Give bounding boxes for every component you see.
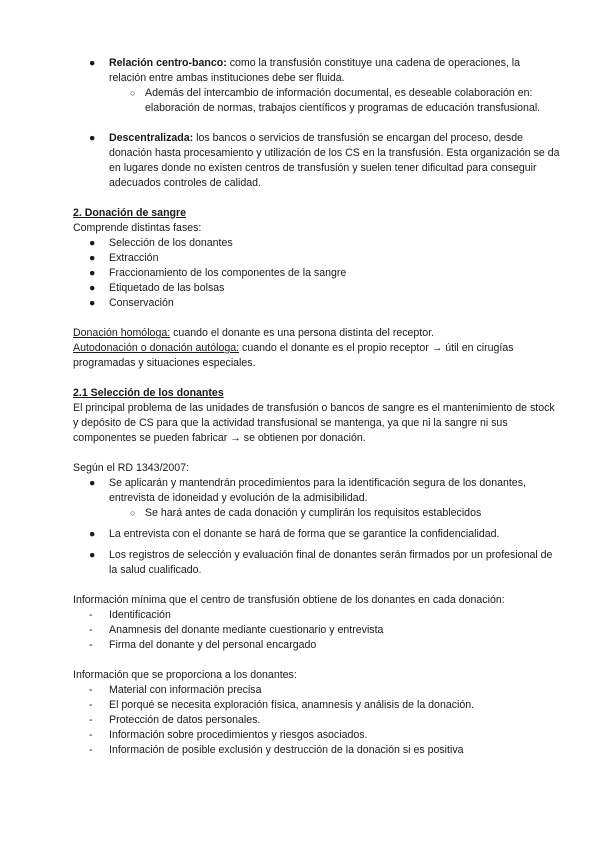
list-item: ● Los registros de selección y evaluación final de donantes serán firmados por un profesional de la salud cualificado.	[89, 549, 553, 576]
bullet-dash: -	[89, 714, 93, 726]
list-item: ● Fraccionamiento de los componentes de la sangre	[89, 267, 347, 279]
sub-bullet-intercambio	[73, 86, 560, 116]
list-item: ● Extracción	[89, 252, 159, 264]
list-item: - Firma del donante y del personal encargado	[89, 639, 317, 651]
info-minima-intro: Información mínima que el centro de transfusión obtiene de los donantes en cada donación:	[73, 594, 505, 606]
bullet-descentralizada	[73, 131, 560, 191]
phases-intro: Comprende distintas fases:	[73, 222, 202, 234]
term-descentralizada: Descentralizada:	[109, 132, 194, 144]
list-item: - El porqué se necesita exploración física, anamnesis y análisis de la donación.	[89, 699, 475, 711]
list-item: - Identificación	[89, 609, 171, 621]
bullet-text: los bancos o servicios de transfusión se encargan del proceso, desde donación hasta procesamiento y utilización de los CS en la transfusión. Esta organización se da en lugares donde no existen centros de transfusión y suelen tener dificultad para conseguir adecuados controles de calidad.	[109, 132, 560, 189]
paragraph-problema-stock: El principal problema de las unidades de transfusión o bancos de sangre es el mantenimiento de stock y depósito de CS para que la actividad transfusional se mantenga, ya que ni la sangre ni sus componentes se pueden fabricar → se obtienen por donación.	[73, 402, 555, 444]
bullet-circle: ○	[130, 508, 136, 518]
bullet-dash: -	[89, 624, 93, 636]
list-item: - Información de posible exclusión y destrucción de la donación si es positiva	[89, 744, 464, 756]
bullet-dash: -	[89, 729, 93, 741]
heading-seleccion-donantes: 2.1 Selección de los donantes	[73, 387, 224, 399]
list-item: - Material con información precisa	[89, 684, 262, 696]
bullet-dash: -	[89, 684, 93, 696]
list-item: ● Selección de los donantes	[89, 237, 233, 249]
list-item: - Información sobre procedimientos y riesgos asociados.	[89, 729, 368, 741]
definition-donacion-homologa: Donación homóloga: cuando el donante es una persona distinta del receptor.	[73, 327, 435, 339]
bullet-dash: -	[89, 609, 93, 621]
bullet-dot: ●	[89, 297, 96, 309]
bullet-dot: ●	[89, 477, 96, 489]
list-item: ● Conservación	[89, 297, 174, 309]
bullet-dot: ●	[89, 132, 96, 144]
bullet-dot: ●	[89, 267, 96, 279]
list-item: ● La entrevista con el donante se hará de forma que se garantice la confidencialidad.	[89, 528, 500, 540]
bullet-text: como la transfusión constituye una cadena de operaciones, la relación entre ambas instituciones debe ser fluida.	[109, 57, 521, 84]
rd-intro: Según el RD 1343/2007:	[73, 462, 190, 474]
bullet-dot: ●	[89, 282, 96, 294]
bullet-dot: ●	[89, 549, 96, 561]
list-item: - Anamnesis del donante mediante cuestionario y entrevista	[89, 624, 384, 636]
term-relacion-centro-banco: Relación centro-banco:	[109, 57, 227, 69]
bullet-dash: -	[89, 639, 93, 651]
term-autodonacion: Autodonación o donación autóloga:	[73, 342, 240, 354]
term-donacion-homologa: Donación homóloga:	[73, 327, 171, 339]
bullet-relacion-centro-banco	[73, 56, 560, 86]
list-item: ● Etiquetado de las bolsas	[89, 282, 225, 294]
list-item: - Protección de datos personales.	[89, 714, 261, 726]
bullet-dot: ●	[89, 252, 96, 264]
bullet-dash: -	[89, 744, 93, 756]
info-proporcionada-intro: Información que se proporciona a los donantes:	[73, 669, 297, 681]
bullet-dot: ●	[89, 528, 96, 540]
bullet-dot: ●	[89, 57, 96, 69]
list-item: ● Se aplicarán y mantendrán procedimientos para la identificación segura de los donantes, entrevista de idoneidad y evolución de la admisibilidad.	[89, 477, 526, 504]
sub-bullet-text: Además del intercambio de información documental, es deseable colaboración en: elaboración de normas, trabajos científicos y programas de educación transfusional.	[145, 87, 541, 114]
sub-bullet-antes-donacion: ○ Se hará antes de cada donación y cumplirán los requisitos establecidos	[130, 507, 482, 519]
definition-autodonacion: Autodonación o donación autóloga: cuando el donante es el propio receptor → útil en cirugías programadas y situaciones especiales.	[73, 342, 514, 369]
bullet-dash: -	[89, 699, 93, 711]
bullet-dot: ●	[89, 237, 96, 249]
bullet-circle: ○	[130, 88, 136, 98]
heading-donacion-de-sangre: 2. Donación de sangre	[73, 207, 187, 219]
